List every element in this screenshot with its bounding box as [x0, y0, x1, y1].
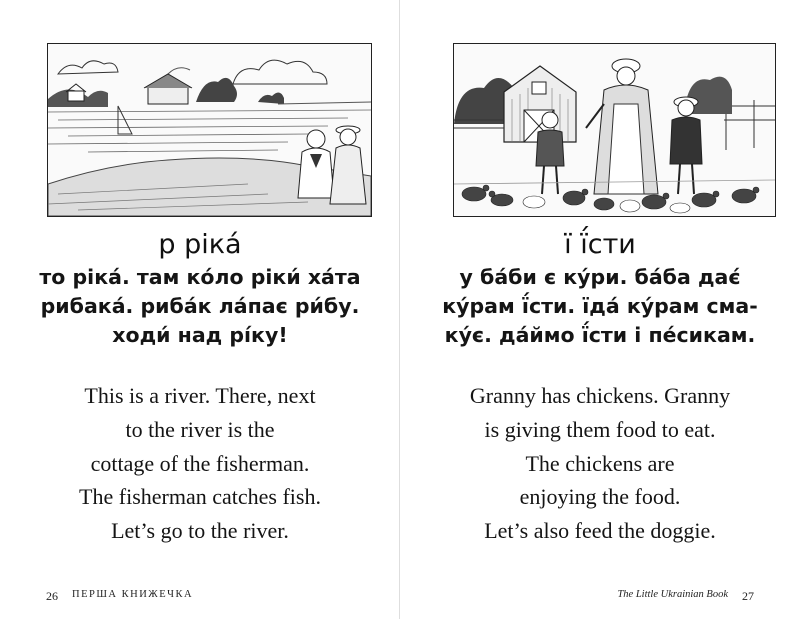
river-scene-drawing — [48, 44, 371, 216]
translation-line: The chickens are — [525, 451, 675, 476]
translation-line: This is a river. There, next — [84, 383, 316, 408]
translation-line: is giving them food to eat. — [484, 417, 716, 442]
farmyard-illustration — [453, 43, 776, 217]
river-illustration — [47, 43, 372, 217]
translation-line: enjoying the food. — [519, 484, 681, 509]
primer-line: то ріка́. там ко́ло ріки́ ха́та — [39, 265, 361, 289]
translation-line: cottage of the fisherman. — [90, 451, 310, 476]
translation-line: Let’s go to the river. — [111, 518, 289, 543]
letter-heading: ї ї́сти — [564, 229, 636, 260]
primer-line: ку́рам ї́сти. їда́ ку́рам сма- — [442, 294, 758, 318]
primer-line: у ба́би є ку́ри. ба́ба дає́ — [459, 265, 741, 289]
translation-line: to the river is the — [125, 417, 275, 442]
translation-line: Granny has chickens. Granny — [469, 383, 731, 408]
primer-line: ходи́ над рі́ку! — [112, 323, 288, 347]
running-title: ПЕРША КНИЖЕЧКА — [72, 589, 194, 600]
letter-heading: р ріка́ — [158, 229, 242, 260]
chickens-scene-drawing — [454, 44, 775, 216]
page-number: 27 — [742, 589, 754, 603]
translation-line: Let’s also feed the doggie. — [484, 518, 716, 543]
translation-line: The fisherman catches fish. — [79, 484, 321, 509]
primer-line: ку́є. да́ймо ї́сти і пе́сикам. — [444, 323, 756, 347]
page-number: 26 — [46, 589, 58, 603]
primer-line: рибака́. риба́к ла́пає ри́бу. — [40, 294, 360, 318]
running-title: The Little Ukrainian Book — [617, 589, 728, 600]
